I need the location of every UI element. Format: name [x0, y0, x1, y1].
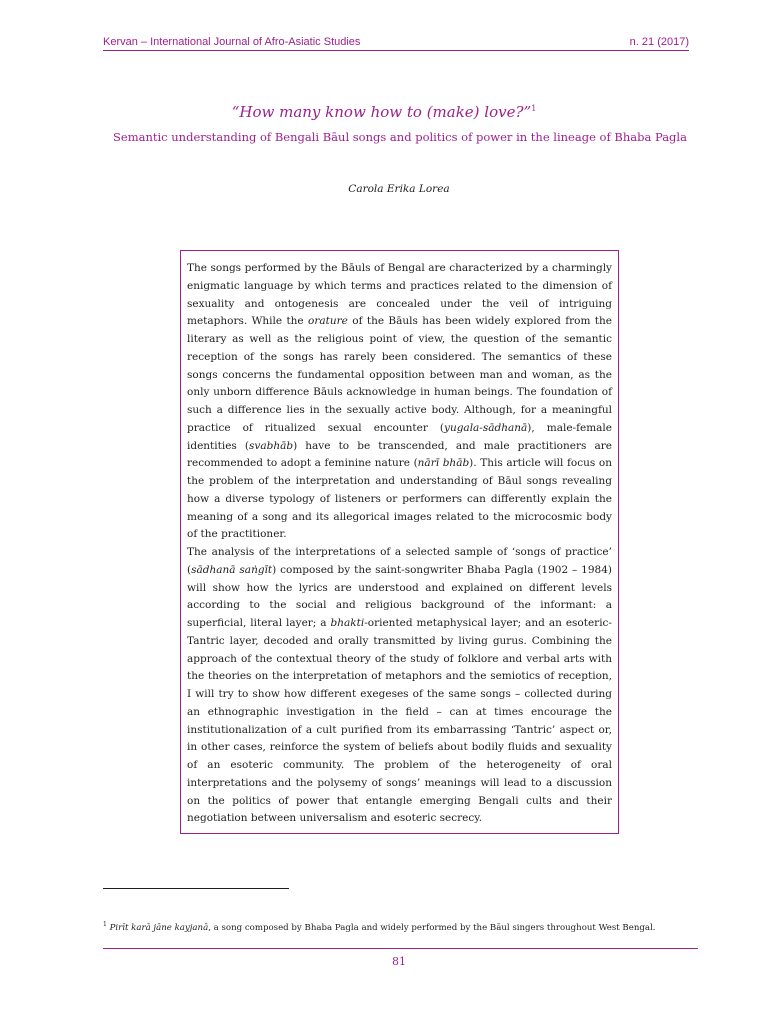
issue-number: n. 21 (2017): [629, 36, 689, 48]
abstract-term: bhakti: [330, 617, 365, 629]
abstract-term: orature: [308, 315, 348, 328]
title-footnote-mark: 1: [531, 104, 537, 113]
abstract-text: The songs performed by the Bāuls of Bengal are characterized by a charmingly enigmatic language by which terms and practices related to the dimension of sexuality and ontogenesis are concealed under the veil of intriguing metaphors. While the: [187, 262, 612, 328]
abstract-term: yugala-sādhanā: [444, 421, 528, 434]
footnote-song-title: Pirīt karā jāne kayjanā: [109, 922, 209, 933]
abstract-term: sādhanā saṅgīt: [191, 563, 273, 576]
article-title-text: “How many know how to (make) love?”: [231, 103, 532, 121]
abstract-text: ) have to be transcended, and male practitioners are recommended to adopt a feminine nature (: [187, 439, 612, 470]
abstract-text: -oriented metaphysical layer; and an esoteric-Tantric layer, decoded and orally transmitted by living gurus. Combining the approach of the contextual theory of the study of folklore and verbal arts with the theories on the interpretation of metaphors and the semiotics of reception, I will try to show how different exegeses of the same songs – collected during an ethnographic investigation in the field – can at times encourage the institutionalization of a cult purified from its embarrassing ‘Tantric’ aspect or, in other cases, reinforce the system of beliefs about bodily fluids and sexuality of an esoteric community. The problem of the heterogeneity of oral interpretations and the polysemy of songs’ meanings will lead to a discussion on the politics of power that entangle emerging Bengali cults and their negotiation between universalism and esoteric secrecy.: [187, 617, 612, 825]
page-number: 81: [392, 955, 406, 968]
abstract-paragraph-2: [187, 544, 612, 828]
abstract-paragraph-1: [187, 260, 612, 544]
footnote-mark: 1: [103, 921, 107, 928]
footer-divider: [103, 948, 698, 949]
abstract-term: nārī bhāb: [417, 457, 470, 470]
abstract-box: [180, 250, 619, 834]
running-header: [103, 36, 689, 51]
abstract-text: ) composed by the saint-songwriter Bhaba Pagla (1902 – 1984) will show how the lyrics are understood and explained on different levels according to the social and religious background of the informant: a superficial, literal layer; a: [187, 563, 613, 629]
journal-name: Kervan – International Journal of Afro-Asiatic Studies: [103, 36, 361, 48]
article-title: [0, 103, 768, 121]
abstract-text: ), male-female identities (: [187, 421, 612, 452]
abstract-text: ). This article will focus on the problem of the interpretation and understanding of Bāul songs revealing how a diverse typology of listeners or performers can differently explain the meaning of a song and its allegorical images related to the microcosmic body of the practitioner.: [187, 457, 612, 541]
footnote-text: , a song composed by Bhaba Pagla and widely performed by the Bāul singers throughout West Bengal.: [208, 922, 656, 933]
author-name: Carola Erika Lorea: [348, 183, 450, 195]
abstract-term: svabhāb: [249, 439, 294, 452]
abstract-text: The analysis of the interpretations of a selected sample of ‘songs of practice’ (: [187, 546, 612, 576]
article-subtitle: Semantic understanding of Bengali Bāul songs and politics of power in the lineage of Bhaba Pagla: [113, 130, 687, 144]
footnote: [103, 921, 703, 933]
footnote-divider: [103, 888, 289, 889]
abstract-text: of the Bāuls has been widely explored from the literary as well as the religious point of view, the question of the semantic reception of the songs has rarely been considered. The semantics of these songs concerns the fundamental opposition between man and woman, as the only unborn difference Bāuls acknowledge in human beings. The foundation of such a difference lies in the sexually active body. Although, for a meaningful practice of ritualized sexual encounter (: [187, 315, 612, 434]
